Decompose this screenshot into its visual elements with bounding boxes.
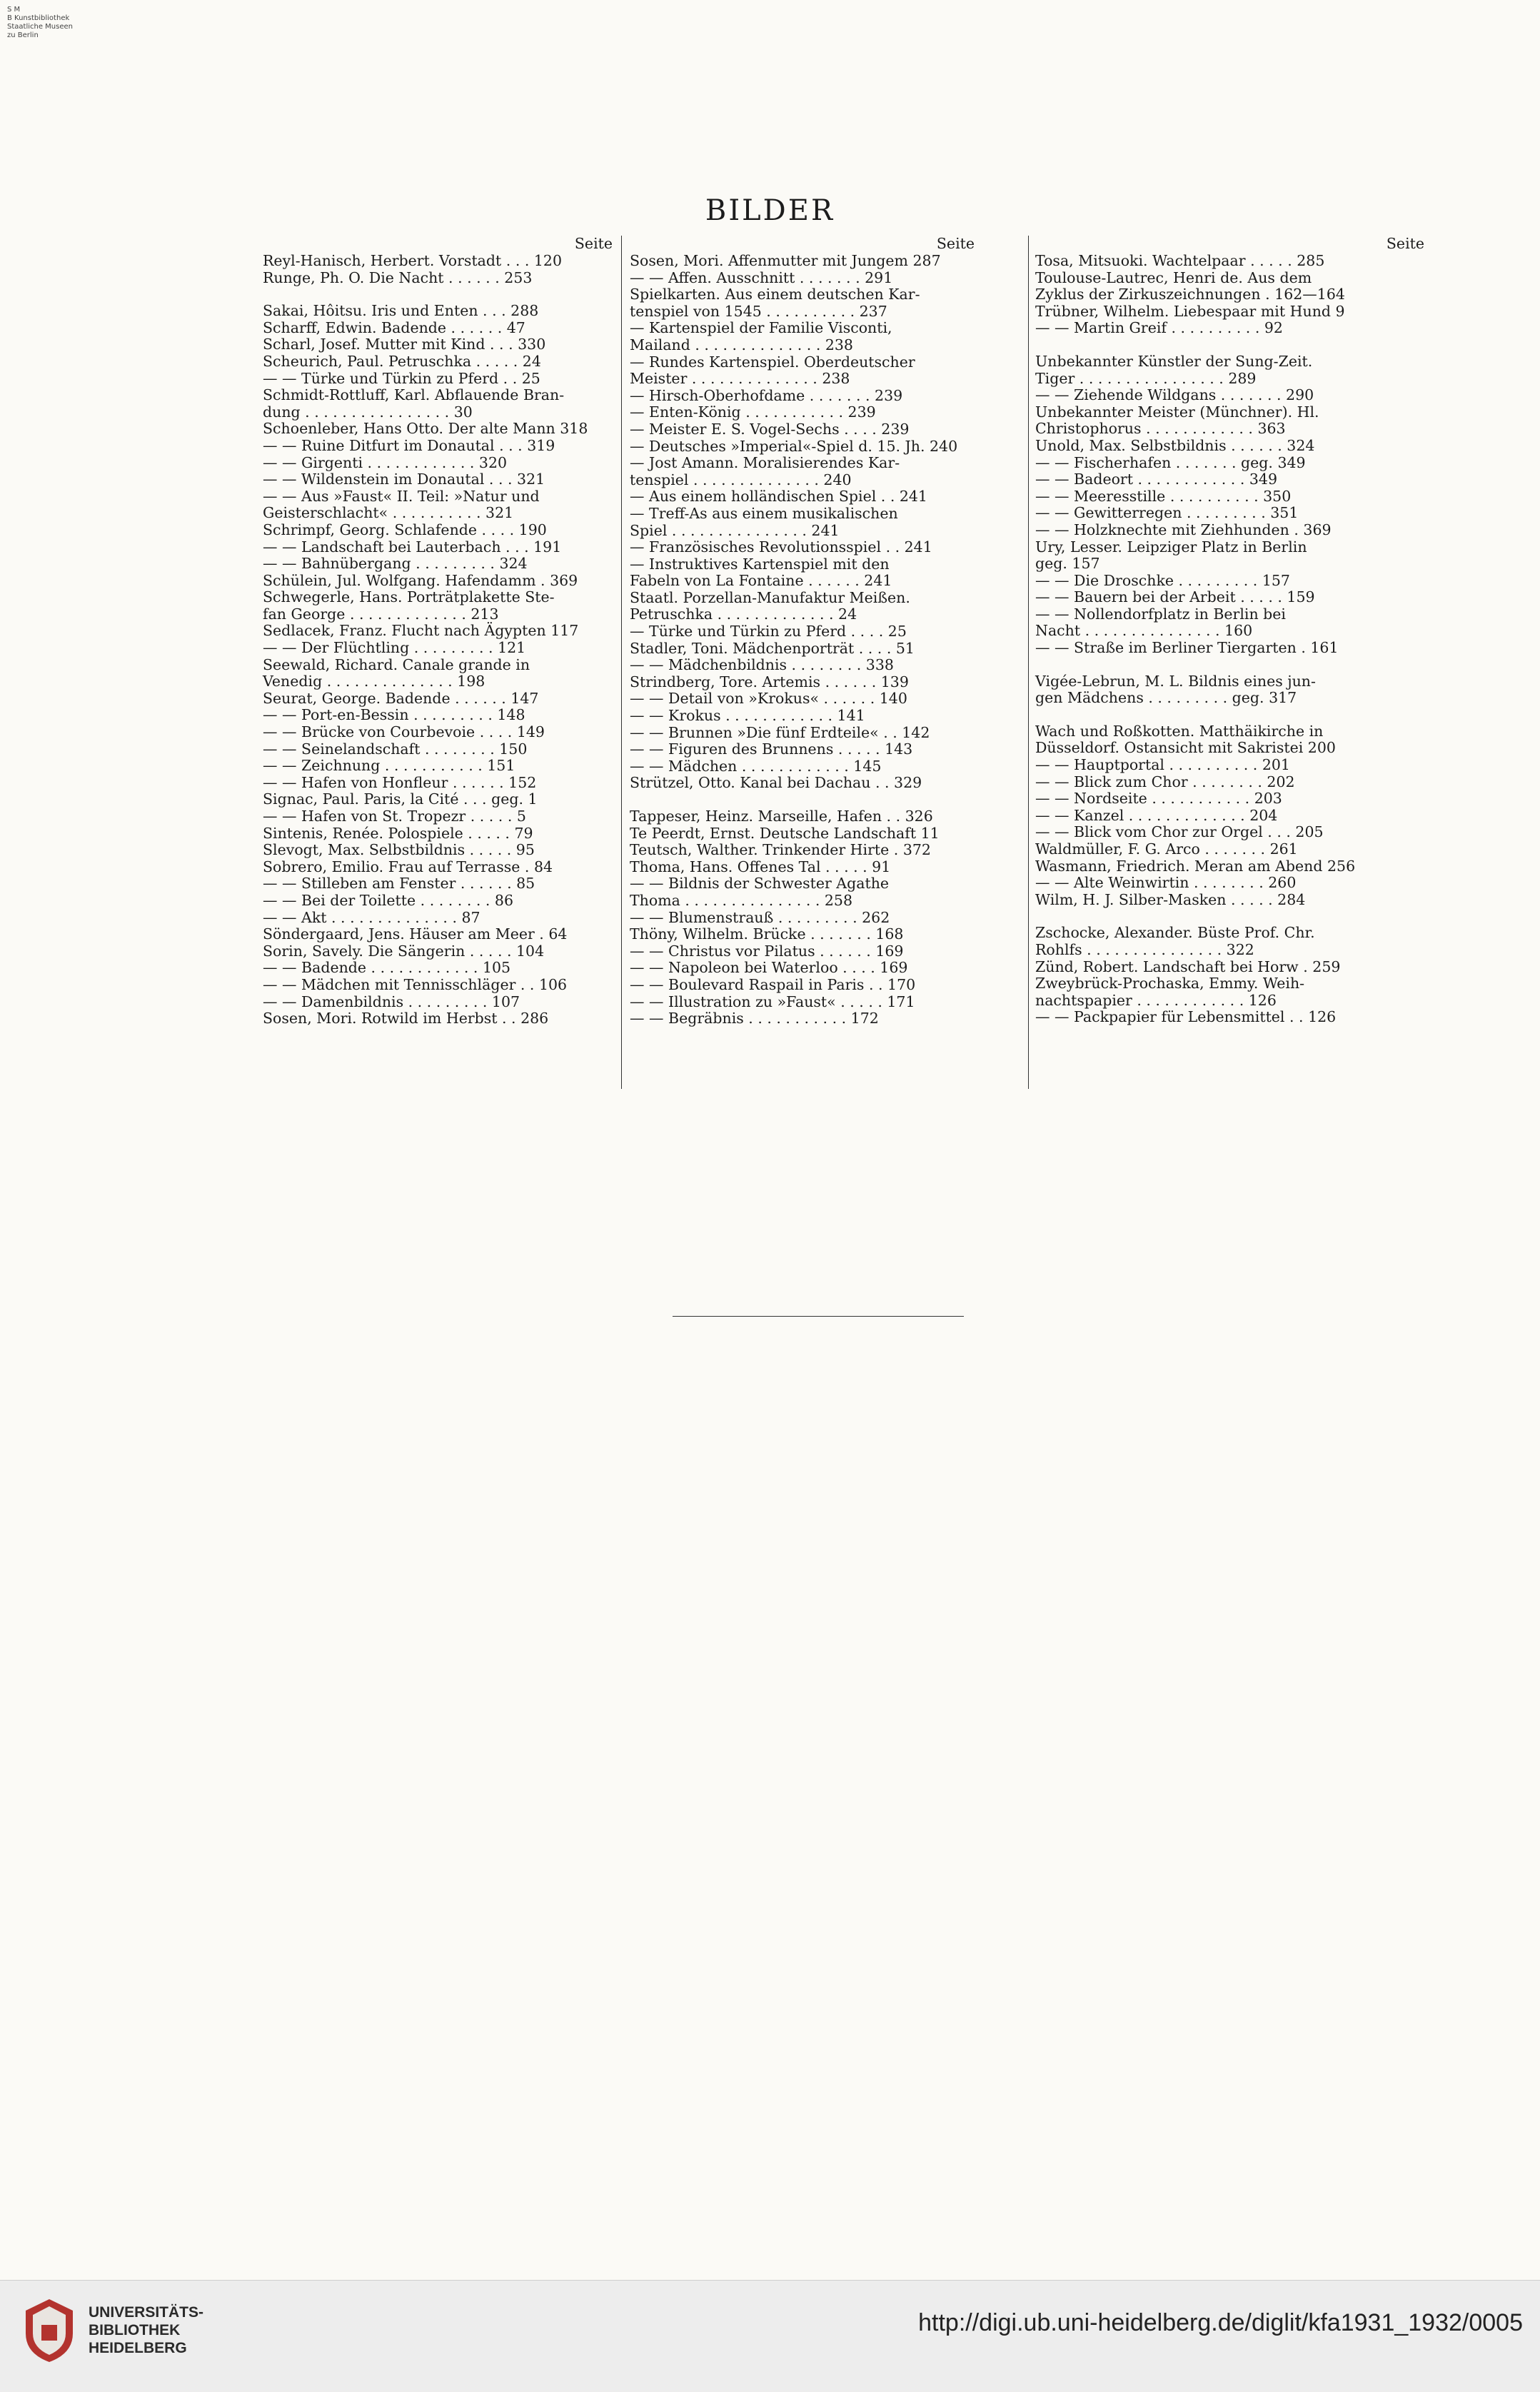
index-entry: — — Figuren des Brunnens . . . . . 143: [630, 740, 913, 758]
index-entry: Wasmann, Friedrich. Meran am Abend 256: [1035, 857, 1356, 875]
index-entry: — — Mädchenbildnis . . . . . . . . 338: [630, 656, 894, 674]
index-entry: Reyl-Hanisch, Herbert. Vorstadt . . . 120: [263, 252, 563, 269]
column-divider: [621, 236, 622, 1089]
index-entry: Runge, Ph. O. Die Nacht . . . . . . 253: [263, 268, 533, 286]
index-entry: Christophorus . . . . . . . . . . . . 363: [1035, 420, 1286, 438]
index-entry: Staatl. Porzellan-Manufaktur Meißen.: [630, 588, 910, 606]
index-entry: Te Peerdt, Ernst. Deutsche Landschaft 11: [630, 824, 940, 842]
index-entry: — — Ruine Ditfurt im Donautal . . . 319: [263, 436, 555, 454]
index-entry: Scharff, Edwin. Badende . . . . . . 47: [263, 318, 525, 336]
index-entry: — — Affen. Ausschnitt . . . . . . . 291: [630, 268, 893, 286]
index-entry: — — Blick vom Chor zur Orgel . . . 205: [1035, 823, 1324, 841]
index-entry: gen Mädchens . . . . . . . . . geg. 317: [1035, 689, 1297, 707]
index-entry: — — Hafen von St. Tropezr . . . . . 5: [263, 808, 526, 825]
index-entry: tenspiel . . . . . . . . . . . . . . 240: [630, 471, 852, 488]
index-entry: — — Detail von »Krokus« . . . . . . 140: [630, 690, 907, 708]
index-entry: Petruschka . . . . . . . . . . . . . 24: [630, 605, 857, 623]
index-entry: Schwegerle, Hans. Porträtplakette Ste-: [263, 588, 555, 606]
index-entry: nachtspapier . . . . . . . . . . . . 126: [1035, 991, 1277, 1009]
index-entry: — Kartenspiel der Familie Visconti,: [630, 319, 892, 337]
index-entry: Teutsch, Walther. Trinkender Hirte . 372: [630, 841, 931, 859]
index-entry: Sosen, Mori. Affenmutter mit Jungem 287: [630, 252, 941, 269]
index-entry: Unbekannter Künstler der Sung-Zeit.: [1035, 352, 1313, 370]
index-entry: — — Blumenstrauß . . . . . . . . . 262: [630, 908, 890, 926]
index-entry: Wach und Roßkotten. Matthäikirche in: [1035, 722, 1324, 740]
index-entry: Wilm, H. J. Silber-Masken . . . . . 284: [1035, 890, 1306, 908]
stamp-line: B Kunstbibliothek: [7, 14, 70, 22]
index-entry: Thöny, Wilhelm. Brücke . . . . . . . 168: [630, 925, 904, 943]
index-entry: — — Damenbildnis . . . . . . . . . 107: [263, 993, 520, 1010]
index-entry: — — Türke und Türkin zu Pferd . . 25: [263, 369, 540, 387]
index-entry: Zschocke, Alexander. Büste Prof. Chr.: [1035, 924, 1315, 942]
index-entry: Geisterschlacht« . . . . . . . . . . 321: [263, 504, 514, 522]
index-entry: Thoma, Hans. Offenes Tal . . . . . 91: [630, 858, 891, 875]
index-entry: — — Aus »Faust« II. Teil: »Natur und: [263, 487, 540, 505]
index-entry: — — Holzknechte mit Ziehhunden . 369: [1035, 521, 1332, 538]
index-entry: Scharl, Josef. Mutter mit Kind . . . 330: [263, 336, 546, 353]
library-name-line: UNIVERSITÄTS-: [89, 2304, 204, 2321]
library-name-line: BIBLIOTHEK: [89, 2322, 181, 2338]
index-entry: Unbekannter Meister (Münchner). Hl.: [1035, 403, 1319, 421]
index-entry: Sosen, Mori. Rotwild im Herbst . . 286: [263, 1010, 549, 1027]
index-entry: — — Hafen von Honfleur . . . . . . 152: [263, 773, 537, 791]
index-entry: Zünd, Robert. Landschaft bei Horw . 259: [1035, 958, 1341, 975]
index-entry: Schmidt-Rottluff, Karl. Abflauende Bran-: [263, 386, 565, 404]
index-entry: Waldmüller, F. G. Arco . . . . . . . 261: [1035, 840, 1298, 858]
index-entry: Stadler, Toni. Mädchenporträt . . . . 51: [630, 639, 915, 657]
index-entry: Spielkarten. Aus einem deutschen Kar-: [630, 286, 920, 303]
index-entry: — Enten-König . . . . . . . . . . . 239: [630, 403, 876, 421]
index-entry: Mailand . . . . . . . . . . . . . . 238: [630, 336, 853, 353]
index-entry: — — Krokus . . . . . . . . . . . . 141: [630, 707, 865, 725]
index-entry: Zyklus der Zirkuszeichnungen . 162—164: [1035, 286, 1345, 303]
index-entry: Spiel . . . . . . . . . . . . . . . 241: [630, 521, 840, 539]
index-entry: — — Blick zum Chor . . . . . . . . 202: [1035, 773, 1295, 790]
index-entry: — — Port-en-Bessin . . . . . . . . . 148: [263, 706, 525, 724]
index-entry: Venedig . . . . . . . . . . . . . . 198: [263, 673, 485, 690]
index-entry: Sedlacek, Franz. Flucht nach Ägypten 117: [263, 622, 579, 640]
index-entry: — Instruktives Kartenspiel mit den: [630, 555, 890, 573]
index-entry: Sakai, Hôitsu. Iris und Enten . . . 288: [263, 302, 539, 320]
library-name-line: HEIDELBERG: [89, 2340, 187, 2356]
index-entry: — Türke und Türkin zu Pferd . . . . 25: [630, 623, 907, 640]
seite-label: Seite: [574, 235, 613, 252]
index-entry: Seewald, Richard. Canale grande in: [263, 655, 530, 673]
index-entry: Strützel, Otto. Kanal bei Dachau . . 329: [630, 774, 922, 792]
index-entry: — Meister E. S. Vogel-Sechs . . . . 239: [630, 420, 910, 438]
page-heading: BILDER: [705, 194, 835, 227]
index-entry: — — Illustration zu »Faust« . . . . . 171: [630, 993, 915, 1010]
index-entry: — — Fischerhafen . . . . . . . geg. 349: [1035, 453, 1306, 471]
index-entry: Rohlfs . . . . . . . . . . . . . . . 322: [1035, 940, 1254, 958]
index-entry: — — Meeresstille . . . . . . . . . . 350: [1035, 487, 1292, 505]
index-entry: Meister . . . . . . . . . . . . . . 238: [630, 370, 850, 388]
index-entry: — — Girgenti . . . . . . . . . . . . 320: [263, 453, 508, 471]
index-entry: — — Straße im Berliner Tiergarten . 161: [1035, 639, 1339, 657]
index-entry: Scheurich, Paul. Petruschka . . . . . 24: [263, 352, 541, 370]
index-entry: Schoenleber, Hans Otto. Der alte Mann 318: [263, 420, 588, 438]
index-entry: — — Bauern bei der Arbeit . . . . . 159: [1035, 588, 1315, 606]
index-entry: — — Landschaft bei Lauterbach . . . 191: [263, 538, 562, 556]
index-entry: Söndergaard, Jens. Häuser am Meer . 64: [263, 925, 568, 943]
index-entry: fan George . . . . . . . . . . . . . 213: [263, 605, 499, 623]
index-entry: — — Christus vor Pilatus . . . . . . 169: [630, 942, 904, 960]
index-entry: Schülein, Jul. Wolfgang. Hafendamm . 369: [263, 571, 578, 589]
index-column-2: [630, 236, 975, 1027]
stamp-line: Staatliche Museen: [7, 23, 73, 31]
index-entry: Schrimpf, Georg. Schlafende . . . . 190: [263, 521, 547, 538]
index-entry: Sobrero, Emilio. Frau auf Terrasse . 84: [263, 858, 553, 875]
index-entry: — — Badende . . . . . . . . . . . . 105: [263, 959, 511, 977]
index-entry: Tappeser, Heinz. Marseille, Hafen . . 326: [630, 808, 933, 825]
index-entry: — — Packpapier für Lebensmittel . . 126: [1035, 1008, 1337, 1026]
index-entry: Tiger . . . . . . . . . . . . . . . . 289: [1035, 369, 1257, 387]
index-entry: — — Hauptportal . . . . . . . . . . 201: [1035, 756, 1290, 774]
index-entry: Sorin, Savely. Die Sängerin . . . . . 104: [263, 942, 545, 960]
index-entry: — Jost Amann. Moralisierendes Kar-: [630, 454, 900, 472]
index-entry: — — Kanzel . . . . . . . . . . . . . 204: [1035, 806, 1278, 824]
index-entry: Signac, Paul. Paris, la Cité . . . geg. 1: [263, 790, 538, 808]
index-entry: — — Bahnübergang . . . . . . . . . 324: [263, 555, 528, 573]
index-entry: — — Nollendorfplatz in Berlin bei: [1035, 605, 1286, 623]
seite-label: Seite: [1386, 235, 1424, 252]
index-entry: Trübner, Wilhelm. Liebespaar mit Hund 9: [1035, 302, 1345, 320]
index-entry: — — Badeort . . . . . . . . . . . . 349: [1035, 471, 1277, 488]
index-entry: — — Ziehende Wildgans . . . . . . . 290: [1035, 386, 1314, 404]
index-entry: Seurat, George. Badende . . . . . . 147: [263, 689, 539, 707]
column-divider: [1028, 236, 1029, 1089]
index-entry: — — Zeichnung . . . . . . . . . . . 151: [263, 757, 515, 775]
index-entry: geg. 157: [1035, 555, 1100, 573]
index-entry: — Französisches Revolutionsspiel . . 241: [630, 538, 932, 556]
index-entry: — — Der Flüchtling . . . . . . . . . 121: [263, 639, 526, 657]
footer-bar: [0, 2280, 1540, 2392]
index-entry: Nacht . . . . . . . . . . . . . . . 160: [1035, 622, 1253, 640]
index-entry: — — Mädchen mit Tennisschläger . . 106: [263, 975, 568, 993]
index-entry: — — Napoleon bei Waterloo . . . . 169: [630, 959, 908, 977]
index-entry: — Deutsches »Imperial«-Spiel d. 15. Jh. 240: [630, 437, 958, 455]
index-entry: — — Martin Greif . . . . . . . . . . 92: [1035, 319, 1283, 337]
index-entry: — — Nordseite . . . . . . . . . . . 203: [1035, 790, 1282, 808]
index-entry: — Hirsch-Oberhofdame . . . . . . . 239: [630, 386, 903, 404]
index-entry: Strindberg, Tore. Artemis . . . . . . 139: [630, 673, 909, 690]
library-stamp: [7, 6, 73, 40]
index-column-3: [1035, 236, 1424, 1026]
index-entry: — Aus einem holländischen Spiel . . 241: [630, 488, 927, 506]
index-entry: Slevogt, Max. Selbstbildnis . . . . . 95: [263, 841, 535, 859]
index-entry: Ury, Lesser. Leipziger Platz in Berlin: [1035, 538, 1307, 556]
index-entry: tenspiel von 1545 . . . . . . . . . . 237: [630, 302, 887, 320]
index-entry: — — Akt . . . . . . . . . . . . . . 87: [263, 908, 480, 926]
index-entry: — — Boulevard Raspail in Paris . . 170: [630, 975, 916, 993]
stamp-line: zu Berlin: [7, 31, 39, 39]
index-entry: Unold, Max. Selbstbildnis . . . . . . 324: [1035, 436, 1315, 454]
university-seal-icon: [23, 2296, 76, 2365]
index-entry: — — Gewitterregen . . . . . . . . . 351: [1035, 504, 1299, 522]
index-entry: Fabeln von La Fontaine . . . . . . 241: [630, 572, 892, 590]
index-entry: Toulouse-Lautrec, Henri de. Aus dem: [1035, 268, 1312, 286]
index-entry: — — Bei der Toilette . . . . . . . . 86: [263, 891, 514, 909]
index-entry: — — Begräbnis . . . . . . . . . . . 172: [630, 1010, 879, 1027]
index-entry: Sintenis, Renée. Polospiele . . . . . 79: [263, 824, 533, 842]
index-column-1: [263, 236, 613, 1027]
index-entry: — Treff-As aus einem musikalischen: [630, 504, 898, 522]
separator-line: [673, 1316, 964, 1317]
index-entry: — — Bildnis der Schwester Agathe: [630, 875, 890, 893]
stamp-line: S M: [7, 6, 21, 14]
index-entry: dung . . . . . . . . . . . . . . . . 30: [263, 403, 473, 421]
index-entry: Tosa, Mitsuoki. Wachtelpaar . . . . . 285: [1035, 252, 1325, 269]
index-entry: — Rundes Kartenspiel. Oberdeutscher: [630, 353, 915, 371]
source-url-link[interactable]: http://digi.ub.uni-heidelberg.de/diglit/kfa1931_1932/0005: [918, 2309, 1523, 2336]
index-entry: — — Wildenstein im Donautal . . . 321: [263, 471, 545, 488]
index-entry: Zweybrück-Prochaska, Emmy. Weih-: [1035, 975, 1305, 993]
seite-label: Seite: [936, 235, 975, 252]
index-entry: — — Stilleben am Fenster . . . . . . 85: [263, 875, 535, 893]
library-name: [89, 2303, 203, 2357]
index-entry: — — Mädchen . . . . . . . . . . . . 145: [630, 757, 882, 775]
index-entry: Vigée-Lebrun, M. L. Bildnis eines jun-: [1035, 672, 1316, 690]
index-entry: Thoma . . . . . . . . . . . . . . . 258: [630, 891, 853, 909]
index-entry: — — Die Droschke . . . . . . . . . 157: [1035, 571, 1290, 589]
index-entry: — — Brücke von Courbevoie . . . . 149: [263, 723, 545, 741]
index-entry: — — Alte Weinwirtin . . . . . . . . 260: [1035, 874, 1297, 892]
index-entry: Düsseldorf. Ostansicht mit Sakristei 200: [1035, 739, 1336, 757]
index-entry: — — Brunnen »Die fünf Erdteile« . . 142: [630, 723, 930, 741]
index-entry: — — Seinelandschaft . . . . . . . . 150: [263, 740, 528, 758]
